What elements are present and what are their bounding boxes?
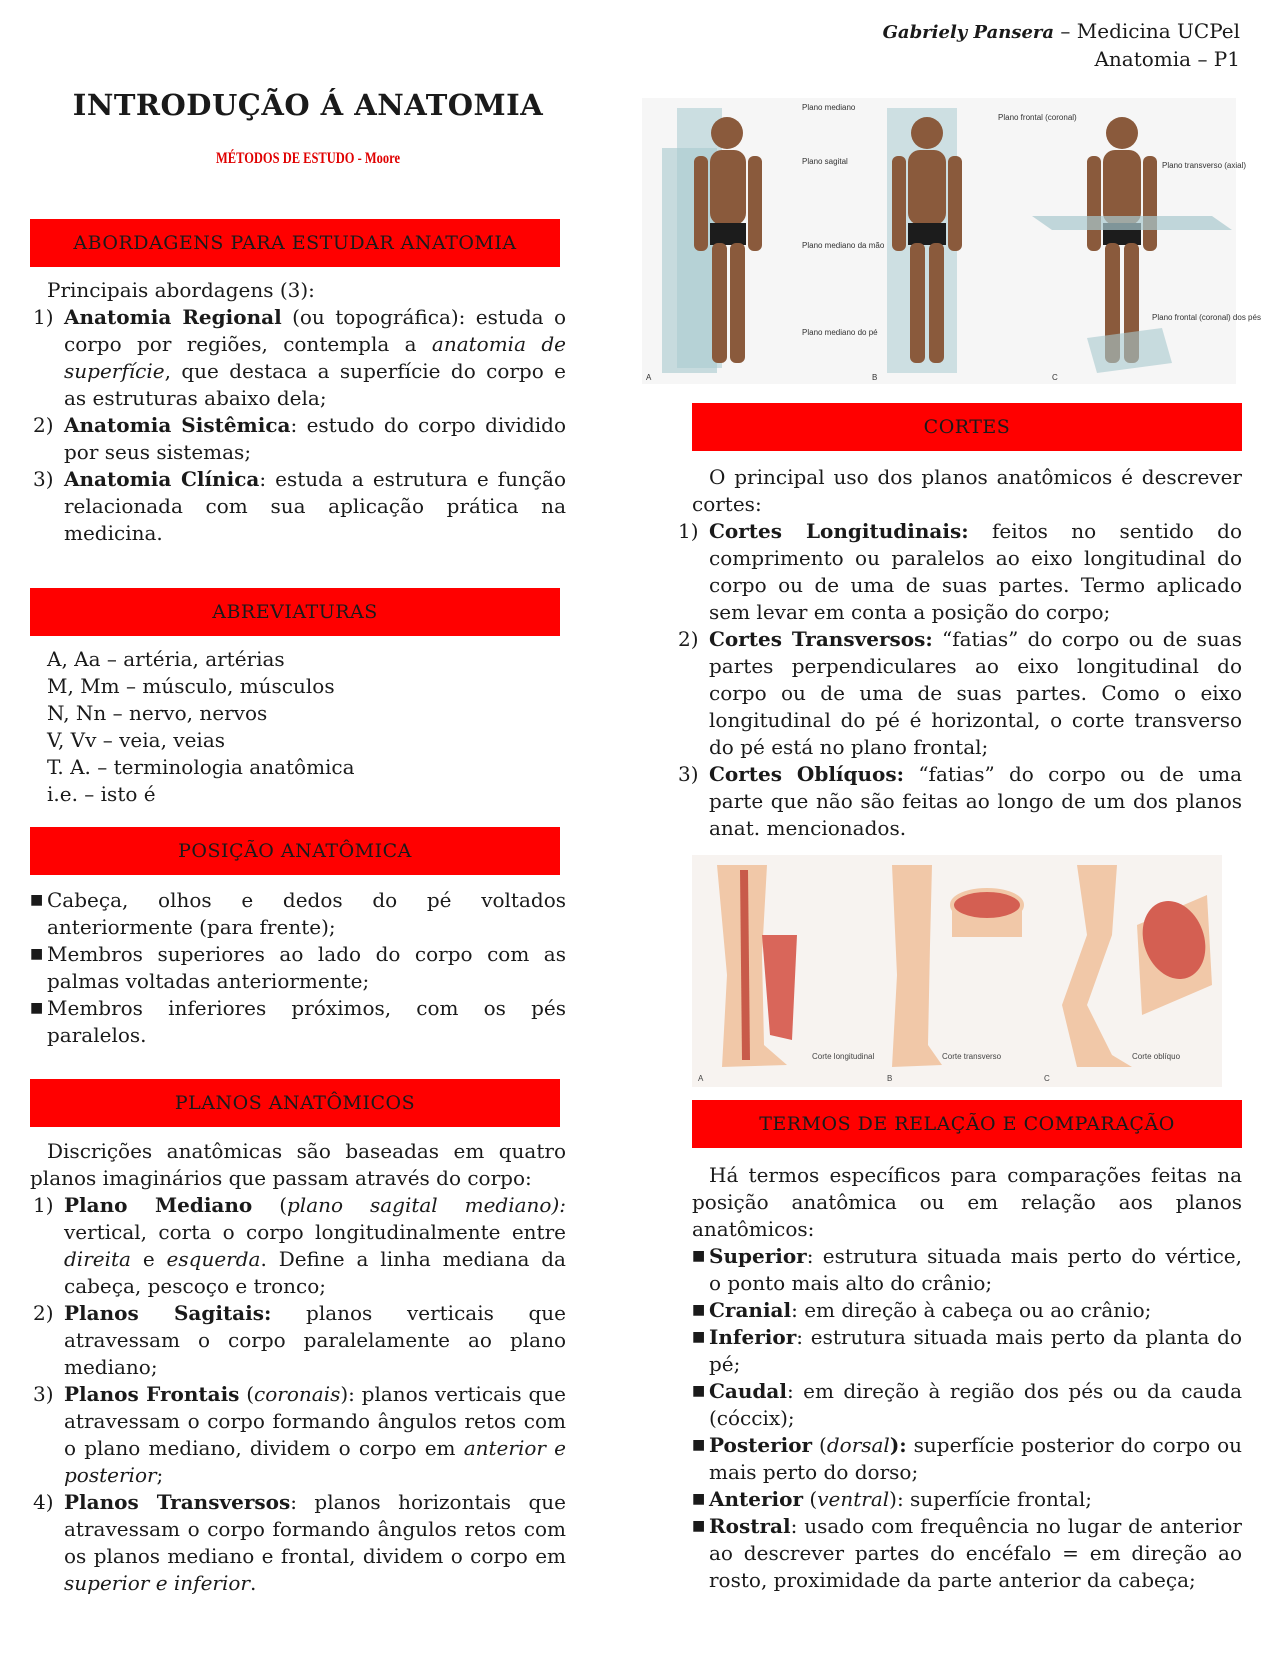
- list-item: T. A. – terminologia anatômica: [47, 755, 355, 779]
- course-name: – Medicina UCPel: [1054, 19, 1240, 43]
- list-item: ■ Rostral: usado com frequência no lugar de anterior ao descrever partes do encéfalo = em direção ao rosto, proximidade da parte anterior da cabeça;: [692, 1514, 1242, 1592]
- anatomical-planes-figure: [642, 98, 1261, 384]
- fig-label: Plano mediano: [802, 103, 856, 112]
- subject-line: Anatomia – P1: [1094, 47, 1240, 71]
- list-item: ■ Cranial: em direção à cabeça ou ao crânio;: [692, 1298, 1152, 1322]
- list-item: ■ Cabeça, olhos e dedos do pé voltados anteriormente (para frente);: [30, 888, 566, 939]
- cortes-list: [678, 518, 1243, 842]
- section-heading-planos: PLANOS ANATÔMICOS: [30, 1079, 560, 1127]
- list-item: ■ Caudal: em direção à região dos pés ou da cauda (cóccix);: [692, 1379, 1242, 1430]
- fig-label: A: [646, 373, 652, 382]
- bullet-icon: ■: [692, 1329, 706, 1345]
- bullet-icon: ■: [30, 946, 44, 962]
- fig-label: Corte oblíquo: [1132, 1052, 1181, 1061]
- section-heading-termos: TERMOS DE RELAÇÃO E COMPARAÇÃO: [692, 1100, 1242, 1148]
- fig-label: B: [887, 1074, 893, 1083]
- page-title: INTRODUÇÃO Á ANATOMIA: [72, 88, 544, 122]
- fig-label: Corte transverso: [942, 1052, 1002, 1061]
- fig-label: Plano sagital: [802, 157, 848, 166]
- section-heading-abordagens: ABORDAGENS PARA ESTUDAR ANATOMIA: [30, 219, 560, 267]
- termos-intro: Há termos específicos para comparações feitas na posição anatômica ou em relação aos planos anatômicos:: [692, 1163, 1242, 1241]
- fig-label: Plano transverso (axial): [1162, 161, 1247, 170]
- bullet-icon: ■: [30, 1000, 44, 1016]
- list-item: 2) Planos Sagitais: planos verticais que atravessam o corpo paralelamente ao plano mediano;: [33, 1301, 566, 1379]
- fig-label: Plano mediano da mão: [802, 241, 885, 250]
- section-heading-posicao: POSIÇÃO ANATÔMICA: [30, 827, 560, 875]
- list-item: 4) Planos Transversos: planos horizontais que atravessam o corpo formando ângulos retos com os planos mediano e frontal, dividem o corpo em superior e inferior.: [33, 1490, 566, 1595]
- fig-label: Corte longitudinal: [812, 1052, 875, 1061]
- list-item: 3) Cortes Oblíquos: “fatias” do corpo ou de uma parte que não são feitas ao longo de um dos planos anat. mencionados.: [678, 762, 1242, 840]
- fig-label: A: [698, 1074, 704, 1083]
- page-header: [883, 18, 1240, 72]
- list-item: N, Nn – nervo, nervos: [47, 701, 268, 725]
- bullet-icon: ■: [692, 1383, 706, 1399]
- list-item: A, Aa – artéria, artérias: [47, 647, 285, 671]
- list-item: 3) Planos Frontais (coronais): planos verticais que atravessam o corpo formando ângulos retos com o plano mediano, dividem o corpo em anterior e posterior;: [33, 1382, 566, 1487]
- list-item: i.e. – isto é: [47, 782, 156, 806]
- termos-list: [692, 1243, 1242, 1594]
- section-heading-abreviaturas: ABREVIATURAS: [30, 588, 560, 636]
- fig-label: Plano frontal (coronal) dos pés: [1152, 313, 1261, 322]
- list-item: V, Vv – veia, veias: [47, 728, 226, 752]
- planes-illustration: [642, 98, 1261, 384]
- list-item: M, Mm – músculo, músculos: [47, 674, 335, 698]
- cortes-body: [678, 464, 1243, 842]
- list-item: ■ Membros superiores ao lado do corpo com as palmas voltadas anteriormente;: [30, 942, 566, 993]
- list-item: ■ Inferior: estrutura situada mais perto da planta do pé;: [692, 1325, 1242, 1376]
- posicao-list: [30, 887, 566, 1049]
- termos-body: [692, 1162, 1242, 1594]
- cortes-intro: O principal uso dos planos anatômicos é descrever cortes:: [692, 465, 1242, 516]
- bullet-icon: ■: [692, 1248, 706, 1264]
- fig-label: Plano mediano do pé: [802, 328, 878, 337]
- list-item: ■ Superior: estrutura situada mais perto do vértice, o ponto mais alto do crânio;: [692, 1244, 1242, 1295]
- list-item: ■ Posterior (dorsal): superfície posterior do corpo ou mais perto do dorso;: [692, 1433, 1242, 1484]
- planos-body: [30, 1138, 566, 1597]
- cuts-illustration: [692, 855, 1222, 1087]
- list-item: ■ Membros inferiores próximos, com os pés paralelos.: [30, 996, 566, 1047]
- bullet-icon: ■: [692, 1491, 706, 1507]
- abordagens-body: [33, 277, 567, 547]
- list-item: ■ Anterior (ventral): superfície frontal;: [692, 1487, 1092, 1511]
- planos-list: [33, 1192, 566, 1597]
- section-heading-cortes: CORTES: [692, 403, 1242, 451]
- bullet-icon: ■: [692, 1518, 706, 1534]
- bullet-icon: ■: [692, 1437, 706, 1453]
- page-subtitle: MÉTODOS DE ESTUDO - Moore: [216, 150, 400, 167]
- abordagens-intro: Principais abordagens (3):: [47, 278, 315, 302]
- planos-intro: Discrições anatômicas são baseadas em quatro planos imaginários que passam através do corpo:: [30, 1139, 566, 1190]
- list-item: 2) Cortes Transversos: “fatias” do corpo ou de suas partes perpendiculares ao eixo longitudinal do corpo ou de uma de suas partes. Como o eixo longitudinal do pé é horizontal, o corte transverso do pé está no plano frontal;: [678, 627, 1242, 759]
- fig-label: C: [1044, 1074, 1050, 1083]
- list-item: 3) Anatomia Clínica: estuda a estrutura e função relacionada com sua aplicação prática na medicina.: [33, 467, 567, 545]
- author-name: Gabriely Pansera: [882, 22, 1055, 43]
- list-item: 1) Plano Mediano (plano sagital mediano): vertical, corta o corpo longitudinalmente entre direita e esquerda. Define a linha mediana da cabeça, pescoço e tronco;: [33, 1193, 566, 1298]
- fig-label: C: [1052, 373, 1058, 382]
- list-item: 1) Anatomia Regional (ou topográfica): estuda o corpo por regiões, contempla a anatomia de superfície, que destaca a superfície do corpo e as estruturas abaixo dela;: [33, 305, 566, 410]
- abordagens-list: [33, 304, 567, 547]
- list-item: 2) Anatomia Sistêmica: estudo do corpo dividido por seus sistemas;: [33, 413, 567, 464]
- list-item: 1) Cortes Longitudinais: feitos no sentido do comprimento ou paralelos ao eixo longitudinal do corpo ou de uma de suas partes. Termo aplicado sem levar em conta a posição do corpo;: [678, 519, 1243, 624]
- anatomical-cuts-figure: [692, 855, 1222, 1087]
- bullet-icon: ■: [692, 1302, 706, 1318]
- abreviaturas-list: [47, 646, 566, 808]
- fig-label: Plano frontal (coronal): [998, 113, 1077, 122]
- bullet-icon: ■: [30, 892, 44, 908]
- fig-label: B: [872, 373, 878, 382]
